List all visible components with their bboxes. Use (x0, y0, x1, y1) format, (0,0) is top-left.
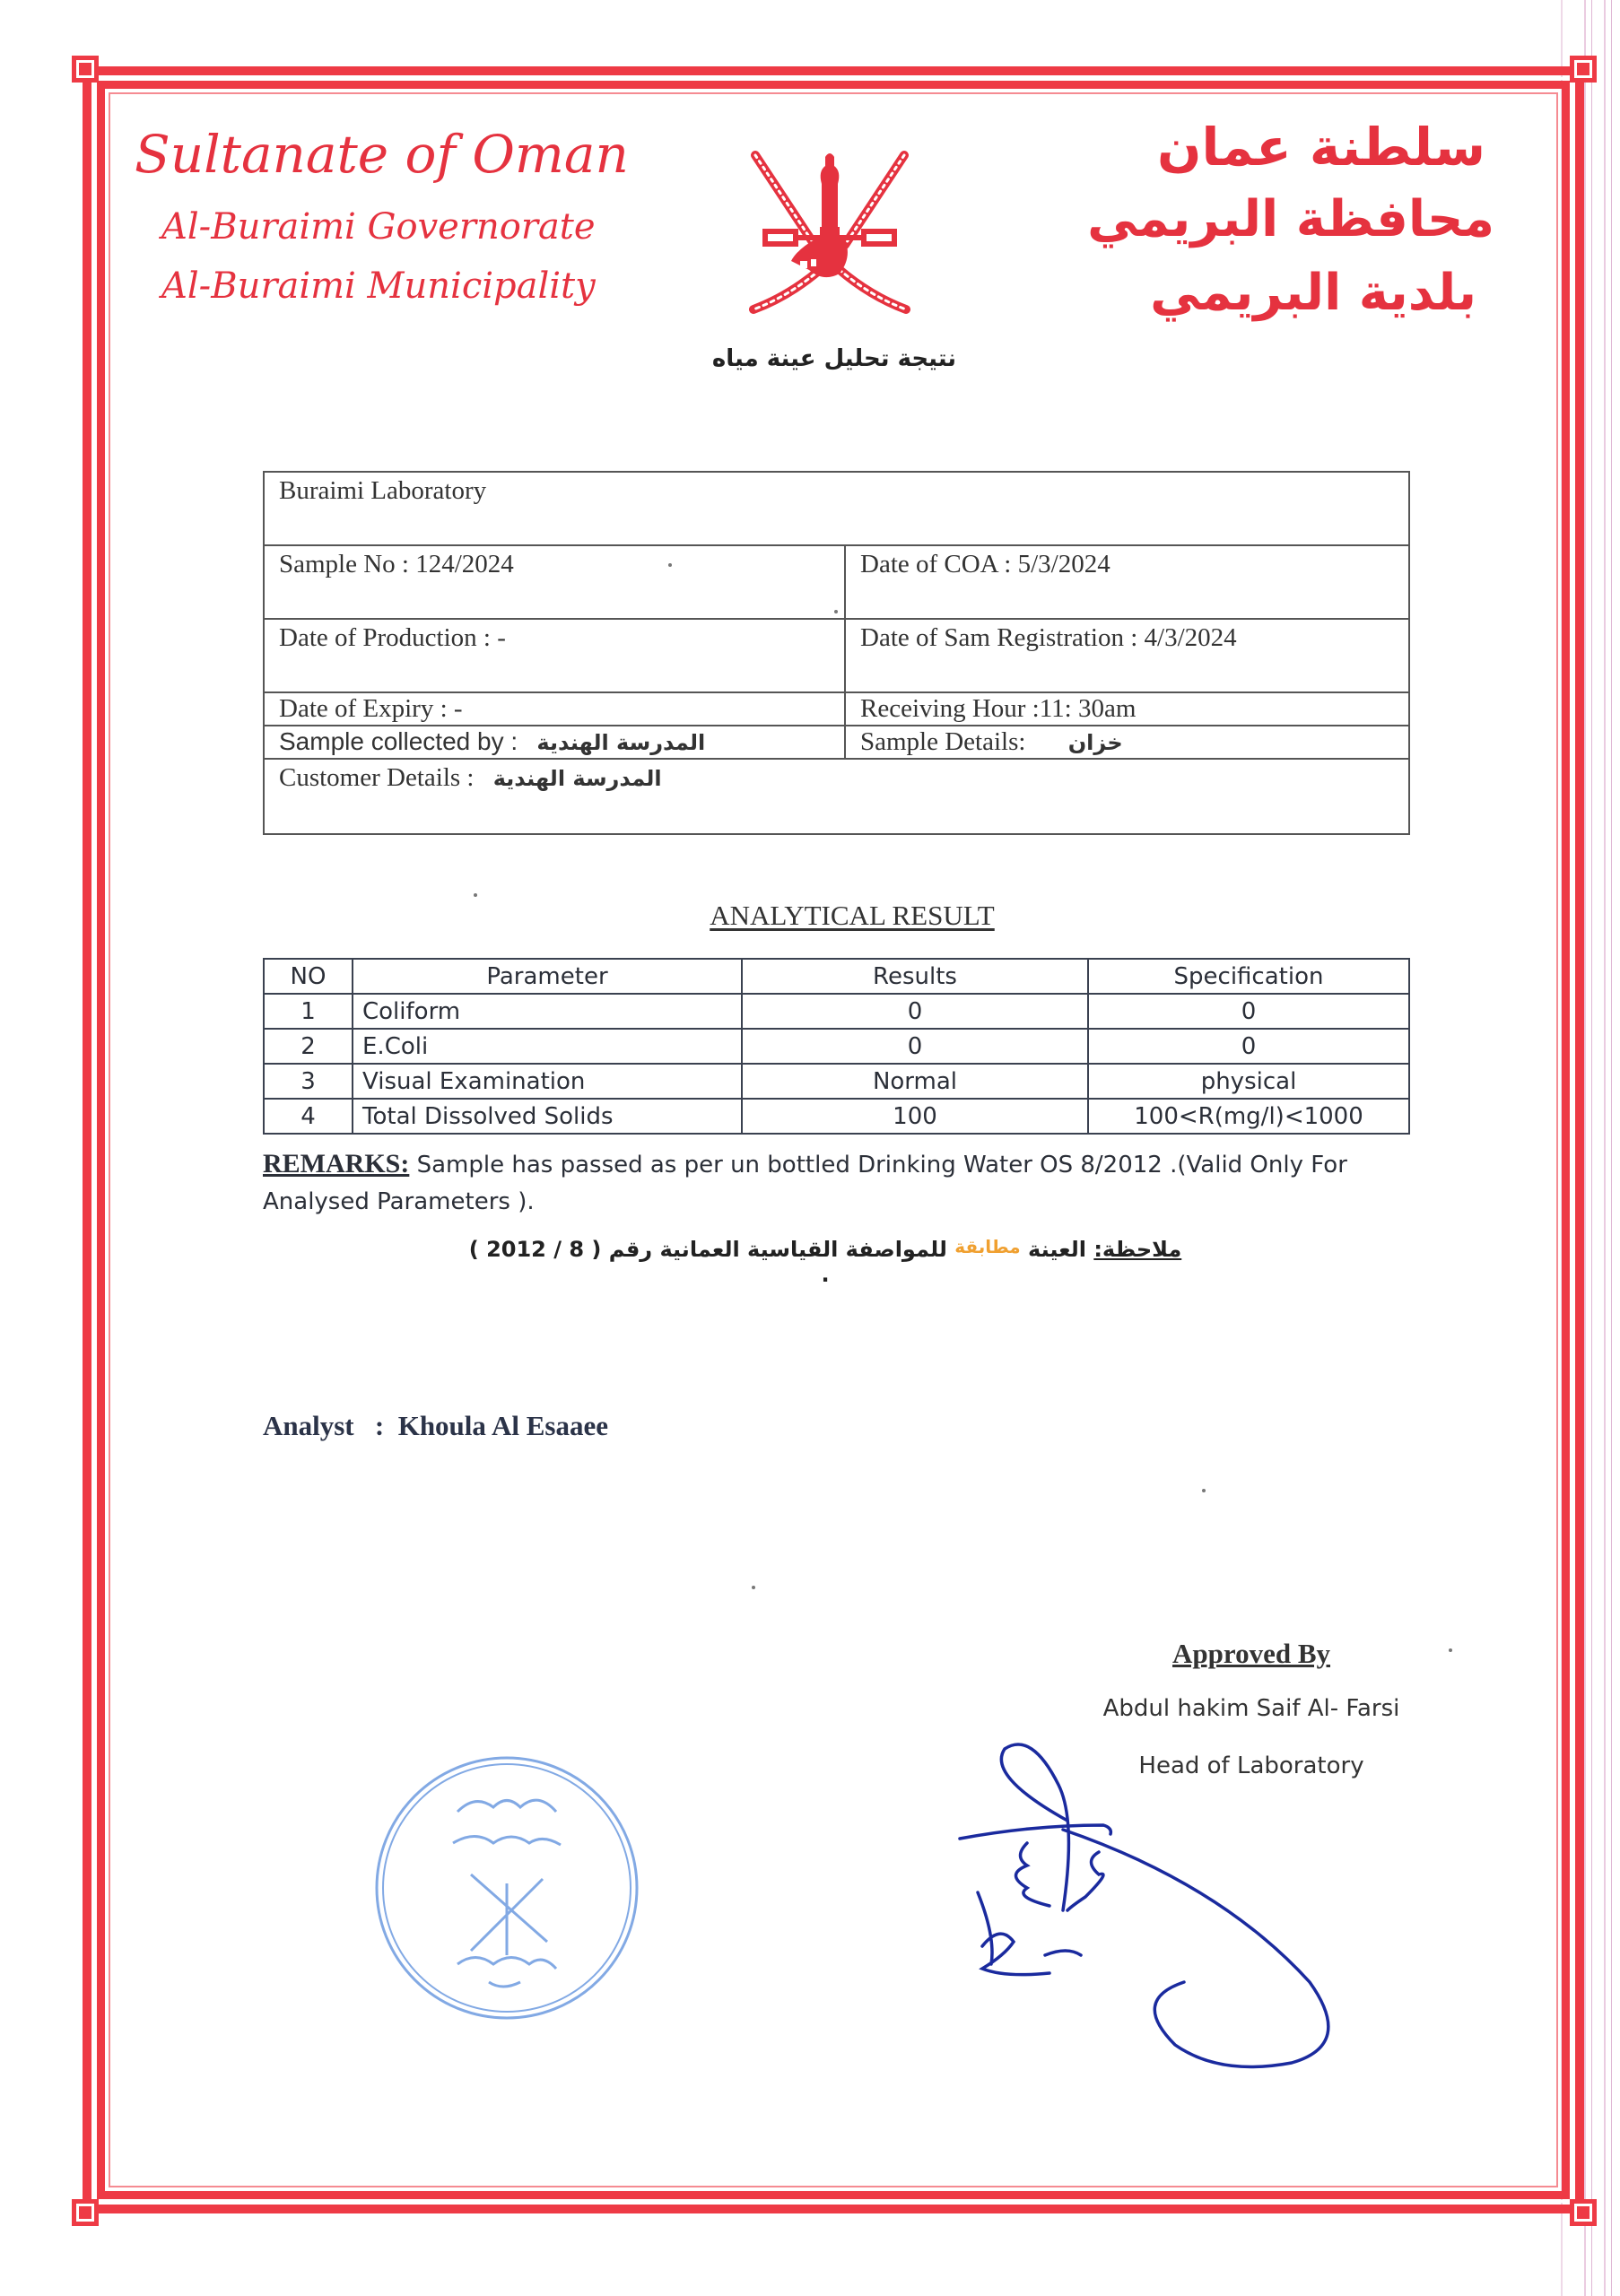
header-governorate: Al-Buraimi Governorate (161, 206, 596, 248)
approver-name: Abdul hakim Saif Al- Farsi (1102, 1695, 1400, 1722)
border-corner-ornament-icon (1570, 2199, 1597, 2226)
row-parameter: E.Coli (353, 1029, 742, 1064)
row-result: 0 (742, 994, 1088, 1029)
row-no: 3 (264, 1064, 353, 1099)
table-row (264, 1029, 1409, 1064)
sample-details-value: خزان (1067, 730, 1123, 755)
column-header-specification: Specification (1088, 959, 1409, 994)
document-title-ar: نتيجة تحليل عينة مياه (711, 345, 957, 372)
scan-speck (752, 1586, 755, 1589)
sample-details-label: Sample Details: (860, 727, 1026, 756)
table-row (264, 1099, 1409, 1134)
header-municipality: Al-Buraimi Municipality (161, 265, 596, 307)
customer-details (264, 759, 1409, 834)
approver-title: Head of Laboratory (1138, 1752, 1364, 1779)
sample-collected-by-value: المدرسة الهندية (536, 730, 706, 755)
approved-by-heading: Approved By (1172, 1638, 1330, 1669)
header-country-ar: سلطنة عمان (1156, 117, 1485, 178)
row-specification: 0 (1088, 994, 1409, 1029)
sample-collected-by (264, 726, 845, 759)
table-row (264, 1064, 1409, 1099)
sample-number: Sample No : 124/2024 (264, 545, 845, 619)
row-parameter: Total Dissolved Solids (353, 1099, 742, 1134)
row-parameter: Visual Examination (353, 1064, 742, 1099)
sample-details (845, 726, 1409, 759)
row-specification: physical (1088, 1064, 1409, 1099)
table-row (264, 994, 1409, 1029)
remarks-arabic-highlight: مطابقة (954, 1236, 1021, 1257)
border-corner-ornament-icon (72, 2199, 99, 2226)
remarks-text: Sample has passed as per un bottled Drinking Water OS 8/2012 .(Valid Only For Analysed Parameters ). (263, 1152, 1347, 1215)
remarks-arabic (466, 1236, 1184, 1287)
handwritten-signature-icon (951, 1731, 1363, 2072)
customer-details-value: المدرسة الهندية (492, 766, 662, 791)
table-header-row (264, 959, 1409, 994)
receiving-hour: Receiving Hour :11: 30am (845, 692, 1409, 726)
remarks-label: REMARKS: (263, 1149, 410, 1178)
row-no: 4 (264, 1099, 353, 1134)
row-parameter: Coliform (353, 994, 742, 1029)
row-no: 2 (264, 1029, 353, 1064)
analyst-name: Khoula Al Esaaee (397, 1410, 608, 1441)
analytical-results-table (263, 958, 1410, 1135)
remarks (263, 1145, 1429, 1221)
scan-speck (1449, 1648, 1452, 1652)
scan-edge-strip (1579, 0, 1620, 2296)
date-of-coa: Date of COA : 5/3/2024 (845, 545, 1409, 619)
border-corner-ornament-icon (72, 56, 99, 83)
row-result: 100 (742, 1099, 1088, 1134)
remarks-arabic-part1: العينة (1020, 1237, 1094, 1262)
scan-speck (474, 893, 477, 897)
oman-khanjar-emblem-icon (736, 139, 924, 327)
row-specification: 100<R(mg/l)<1000 (1088, 1099, 1409, 1134)
header-country: Sultanate of Oman (135, 124, 629, 185)
scan-speck (1202, 1489, 1206, 1492)
analyst (263, 1410, 608, 1442)
row-no: 1 (264, 994, 353, 1029)
column-header-parameter: Parameter (353, 959, 742, 994)
border-corner-ornament-icon (1570, 56, 1597, 83)
remarks-arabic-label: ملاحظة: (1093, 1237, 1182, 1262)
analytical-result-title: ANALYTICAL RESULT (710, 900, 995, 931)
scan-speck (668, 563, 672, 567)
row-result: Normal (742, 1064, 1088, 1099)
column-header-results: Results (742, 959, 1088, 994)
sample-info-table (263, 471, 1410, 835)
remarks-arabic-part2: للمواصفة القياسية العمانية رقم ( 8 / 2012 ) . (468, 1237, 955, 1287)
header-governorate-ar: محافظة البريمي (1087, 190, 1494, 248)
customer-details-label: Customer Details : (279, 763, 475, 792)
date-of-sample-registration: Date of Sam Registration : 4/3/2024 (845, 619, 1409, 692)
scan-speck (834, 610, 838, 613)
municipality-seal-stamp-icon (368, 1749, 646, 2027)
date-of-expiry: Date of Expiry : - (264, 692, 845, 726)
laboratory-name: Buraimi Laboratory (264, 472, 1409, 545)
date-of-production: Date of Production : - (264, 619, 845, 692)
row-result: 0 (742, 1029, 1088, 1064)
sample-collected-by-label: Sample collected by : (279, 727, 518, 755)
header-municipality-ar: بلدية البريمي (1150, 264, 1476, 322)
analyst-label: Analyst : (263, 1410, 398, 1441)
column-header-no: NO (264, 959, 353, 994)
row-specification: 0 (1088, 1029, 1409, 1064)
